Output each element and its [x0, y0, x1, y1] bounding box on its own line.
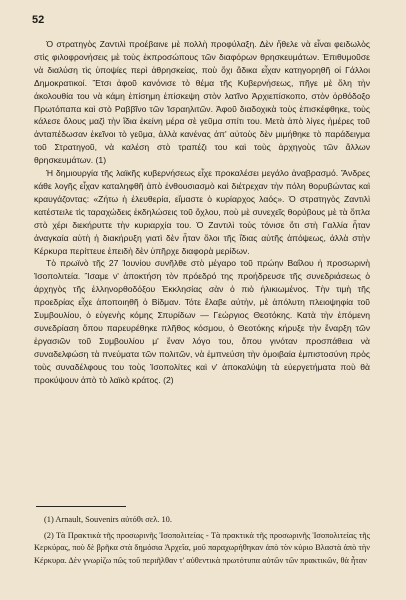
footnote-1: (1) Arnault, Souvenirs αὐτόθι σελ. 10. — [44, 515, 172, 524]
paragraph-3: Τὸ πρωϊνὸ τῆς 27 Ἰουνίου συνῆλθε στὸ μέγαρο τοῦ πρώην Βαΐλου ἡ προσωρινὴ Ἰσοπολιτεία. Ἴσαμε ν' ἀποκτήση τὸν πρόεδρό της προήδρευσε τῆς συνεδριάσεως ὁ ἀρχηγὸς τῆς ἑλληνορθοδόξου Ἐκκλησίας σὰν ὁ πιὸ ἡλικιωμένος. Τὴν τιμὴ τῆς προεδρίας εἶχε ἀποποιηθῆ ὁ Βίδμαν. Τότε ἔλαβε αὐτὴν, μὲ ἀπόλυτη πλειοψηφία τοῦ Συμβουλίου, ὁ εὐγενὴς κόμης Σπυρίδων — Γεώργιος Θεοτόκης. Κατὰ τὴν ἑπόμενη συνεδρίαση ὅπου παρευρέθηκε πλῆθος κόσμου, ὁ Θεοτόκης κήρυξε τὴν ἔναρξη τῶν ἐργασιῶν τοῦ Συμβουλίου μ' ἕναν λόγο του, ὅπου γινόταν προσπάθεια νὰ συναδελφώση τὰ πνεύματα τῶν πολιτῶν, νὰ ἐμπνεύση τὴν ὁμοιβαία ἐμπιστοσύνη πρὸς τοὺς συναδέλφους του τοὺς Ἰσοπολίτες καὶ ν' ἀποκαλύψη τὰ εὐεργετήματα ποὺ θὰ προκύψουν ἀπὸ τὸ λαϊκὸ κράτος. (2) — [34, 258, 370, 385]
footnote-2: (2) Τὰ Πρακτικὰ τῆς προσωρινῆς Ἰσοπολιτείας - Τὰ πρακτικὰ τῆς προσωρινῆς Ἰσοπολιτείας τῆς Κερκύρας, ποὺ δὲ βρῆκα στὰ δημόσια Ἀρχεῖα, μοῦ παραχωρήθηκαν ἀπὸ τὸν κύριο Βλαστὰ ἀπὸ τὴν Κέρκυρα. Δὲν γνωρίζω πῶς τοῦ περιῆλθαν τ' αὐθεντικὰ πρωτότυπα αὐτῶν τῶν πρακτικῶν, θὰ ἦταν — [34, 530, 370, 565]
paragraph-1: Ὁ στρατηγὸς Ζαντιλὶ προέβαινε μὲ πολλὴ προφύλαξη. Δὲν ἤθελε νὰ εἶναι φειδωλὸς στὶς φιλοφρονήσεις μὲ τοὺς ἐκπροσώπους τῶν διαφόρων θρησκευμάτων. Ἐπιθυμοῦσε νὰ διαλύση τὶς ὑποψίες περὶ ἀθρησκείας, ποὺ ὄχι ἄδικα εἶχαν κατηγορηθῆ οἱ Γάλλοι Δημοκρατικοί. Ἔτσι ἀφοῦ κανόνισε τὸ θέμα τῆς Κυβερνήσεως, πῆγε μὲ ὅλη τὴν ἀκολουθία του νὰ κάμη ἐπίσημη ἐπίσκεψη στὸν λατῖνο Ἀρχιεπίσκοπο, στὸν ὀρθόδοξο Πρωτόπαπα καὶ στὸ Ραββῖνο τῶν Ἰσραηλιτῶν. Ἀφοῦ διαδοχικὰ τοὺς ἐπισκέφθηκε, τοὺς κάλεσε ὅλους μαζὶ τὴν ἴδια ἐκείνη μέρα σὲ γεῦμα σπίτι του. Μετὰ ἀπὸ λίγες ἡμέρες τοῦ ἀνταπέδωσαν ἐκεῖνοι τὸ γεῦμα, ἀλλὰ κανένας ἀπ' αὐτοὺς δὲν μιμήθηκε τὸ παράδειγμα τοῦ Στρατηγοῦ, νὰ καλέση στὸ τραπέζι του καὶ τοὺς ἀρχηγοὺς τῶν ἄλλων θρησκευμάτων. (1) — [34, 39, 370, 166]
paragraph-2: Ἡ δημιουργία τῆς λαϊκῆς κυβερνήσεως εἶχε προκαλέσει μεγάλο ἀναβρασμό. Ἄνδρες κάθε λογῆς εἶχαν καταληφθῆ ἀπὸ ἐνθουσιασμὸ καὶ διέτρεχαν τὴν πόλη θορυβώντας καὶ κραυγάζοντας: «Ζήτω ἡ ἐλευθερία, εἴμαστε ὁ κυρίαρχος λαός». Ὁ στρατηγὸς Ζαντιλὶ κατέστειλε τὶς ταραχώδεις ἐκδηλώσεις τοῦ ὄχλου, ποὺ μὲ συνεχεῖς θορύβους μὲ τὰ ὅπλα στὸ χέρι διεκήρυττε τὴν κυριαρχία του. Ὁ Ζαντιλὶ τοὺς τόνισε ὅτι στὴ Γαλλία ἦταν ἀναγκαία αὐτὴ ἡ διακήρυξη γιατὶ δὲν ἦταν ὅλοι τῆς ἴδιας αὐτῆς ἀπόψεως, ἀλλὰ στὴν Κέρκυρα περίττευε ἐπειδὴ δὲν ὑπῆρχε διαφορὰ μερίδων. — [34, 168, 370, 256]
page-number: 52 — [32, 14, 45, 26]
body-text — [34, 38, 370, 386]
footnote-separator — [36, 506, 126, 507]
footnotes — [34, 514, 370, 570]
